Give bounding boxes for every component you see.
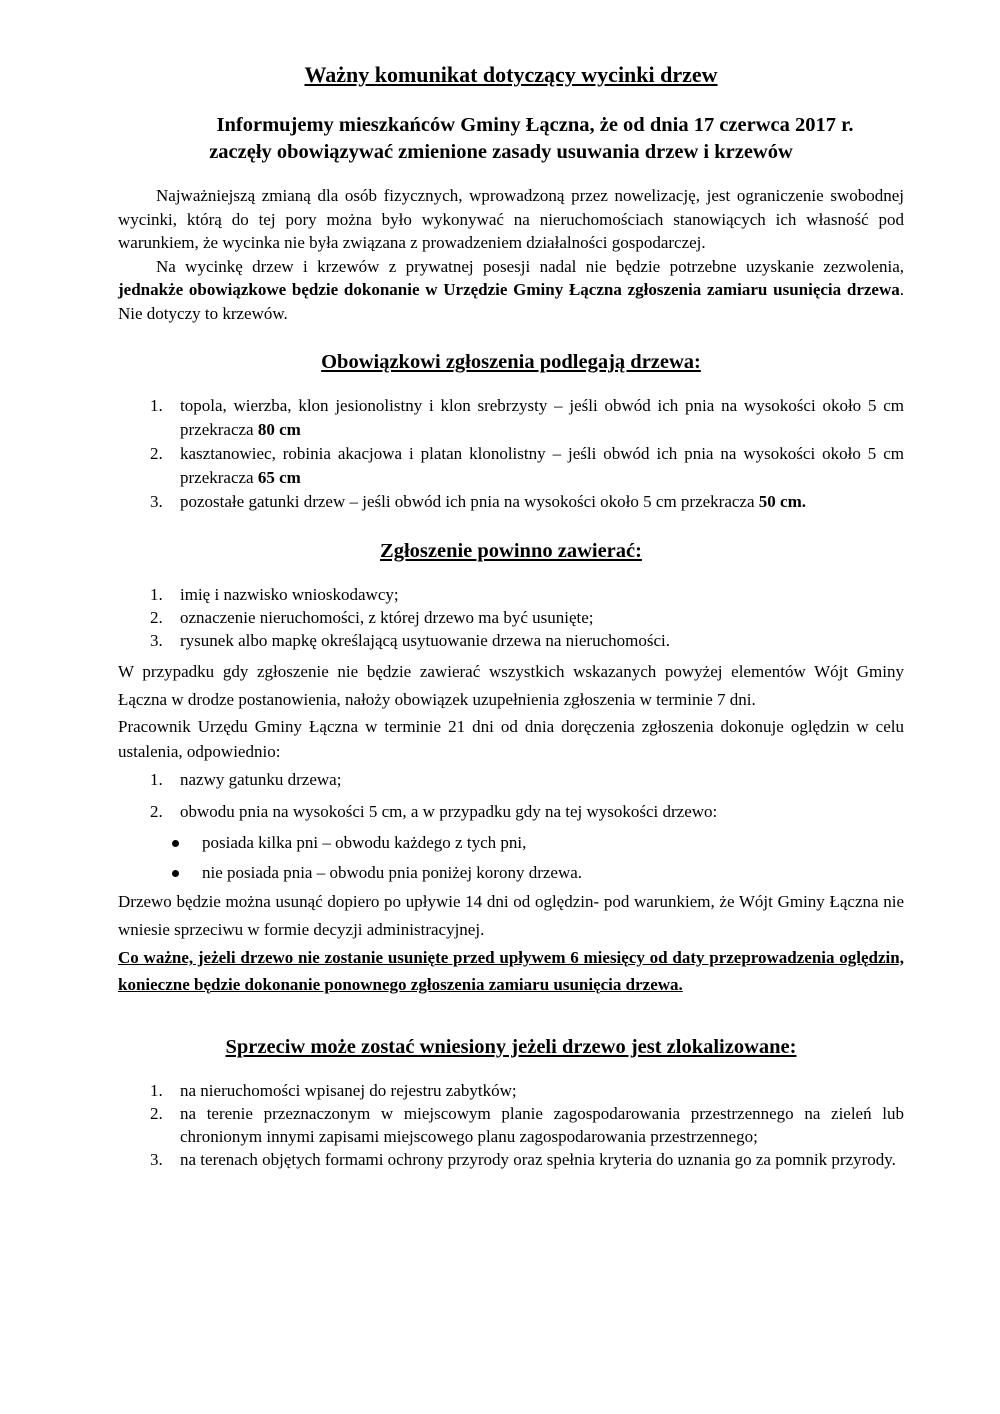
list-text: na nieruchomości wpisanej do rejestru zabytków; xyxy=(180,1081,517,1100)
bullet-item xyxy=(118,828,904,858)
list-number: 2. xyxy=(150,802,163,821)
list-number: 1. xyxy=(150,396,163,415)
list-text: na terenach objętych formami ochrony przyrody oraz spełnia kryteria do uznania go za pomnik przyrody. xyxy=(180,1150,896,1169)
list-item xyxy=(118,796,904,828)
bullet-text: posiada kilka pni – obwodu każdego z tych pni, xyxy=(202,833,527,852)
list-text: rysunek albo mapkę określającą usytuowanie drzewa na nieruchomości. xyxy=(180,631,670,650)
trunk-bullet-list xyxy=(118,828,904,888)
objection-list xyxy=(118,1079,904,1171)
list-number: 3. xyxy=(150,631,163,650)
list-item xyxy=(118,583,904,606)
contents-list xyxy=(118,583,904,652)
removal-condition-paragraph: Drzewo będzie można usunąć dopiero po upływie 14 dni od oględzin- pod warunkiem, że Wójt Gminy Łączna nie wniesie sprzeciwu w formie decyzji administracyjnej. xyxy=(118,892,904,939)
inspection-paragraph: Pracownik Urzędu Gminy Łączna w terminie 21 dni od dnia doręczenia zgłoszenia dokonuje oględzin w celu ustalenia, odpowiednio: xyxy=(118,717,904,761)
list-item xyxy=(118,1102,904,1148)
list-number: 2. xyxy=(150,1104,163,1123)
intro-p2-bold: jednakże obowiązkowe będzie dokonanie w Urzędzie Gminy Łączna zgłoszenia zamiaru usunięcia drzewa xyxy=(118,280,900,299)
list-item xyxy=(118,394,904,442)
list-number: 3. xyxy=(150,492,163,511)
document-subtitle xyxy=(118,112,904,166)
list-number: 2. xyxy=(150,608,163,627)
list-bold: 65 cm xyxy=(257,468,301,487)
bullet-dot-icon xyxy=(172,840,179,847)
bullet-item xyxy=(118,858,904,888)
subtitle-line-2: zaczęły obowiązywać zmienione zasady usuwania drzew i krzewów xyxy=(209,141,793,163)
list-text: obwodu pnia na wysokości 5 cm, a w przypadku gdy na tej wysokości drzewo: xyxy=(180,802,718,821)
incomplete-notice-paragraph: W przypadku gdy zgłoszenie nie będzie zawierać wszystkich wskazanych powyżej elementów Wójt Gminy Łączna w drodze postanowienia, nałoży obowiązek uzupełnienia zgłoszenia w terminie 7 dni. xyxy=(118,662,904,709)
list-item xyxy=(118,1079,904,1102)
section-heading-obligation: Obowiązkowi zgłoszenia podlegają drzewa: xyxy=(321,351,701,373)
list-text: nazwy gatunku drzewa; xyxy=(180,770,342,789)
list-item xyxy=(118,606,904,629)
section-heading-contents: Zgłoszenie powinno zawierać: xyxy=(380,540,642,562)
obligation-list xyxy=(118,394,904,514)
bullet-dot-icon xyxy=(172,870,179,877)
intro-paragraph-2 xyxy=(118,255,904,326)
list-text: na terenie przeznaczonym w miejscowym planie zagospodarowania przestrzennego na zieleń lub chronionym innymi zapisami miejscowego planu zagospodarowania przestrzennego; xyxy=(180,1104,904,1146)
list-item xyxy=(118,764,904,796)
bullet-text: nie posiada pnia – obwodu pnia poniżej korony drzewa. xyxy=(202,863,583,882)
document-title: Ważny komunikat dotyczący wycinki drzew xyxy=(304,62,718,87)
list-number: 3. xyxy=(150,1150,163,1169)
subtitle-line-1: Informujemy mieszkańców Gminy Łączna, że od dnia 17 czerwca 2017 r. xyxy=(216,114,854,136)
list-text: kasztanowiec, robinia akacjowa i platan klonolistny – jeśli obwód ich pnia na wysokości około 5 cm przekracza xyxy=(180,444,904,487)
list-item xyxy=(118,490,904,514)
list-number: 1. xyxy=(150,585,163,604)
list-item xyxy=(118,442,904,490)
list-number: 2. xyxy=(150,444,163,463)
inspection-list xyxy=(118,764,904,828)
intro-p2-text: Na wycinkę drzew i krzewów z prywatnej posesji nadal nie będzie potrzebne uzyskanie zezwolenia, xyxy=(156,256,904,276)
section-heading-objection: Sprzeciw może zostać wniesiony jeżeli drzewo jest zlokalizowane: xyxy=(225,1036,797,1058)
list-item xyxy=(118,1148,904,1171)
list-bold: 50 cm. xyxy=(758,492,806,511)
list-text: oznaczenie nieruchomości, z której drzewo ma być usunięte; xyxy=(180,608,594,627)
intro-p2-end: . Nie dotyczy to krzewów. xyxy=(118,280,904,323)
list-number: 1. xyxy=(150,1081,163,1100)
intro-paragraph-1: Najważniejszą zmianą dla osób fizycznych, wprowadzoną przez nowelizację, jest ograniczenie swobodnej wycinki, którą do tej pory można było wykonywać na nieruchomościach stanowiących ich własność pod warunkiem, że wycinka nie była związana z prowadzeniem działalności gospodarczej. xyxy=(118,186,904,252)
list-item xyxy=(118,629,904,652)
list-number: 1. xyxy=(150,770,163,789)
list-text: imię i nazwisko wnioskodawcy; xyxy=(180,585,399,604)
list-text: pozostałe gatunki drzew – jeśli obwód ich pnia na wysokości około 5 cm przekracza xyxy=(180,492,759,511)
list-bold: 80 cm xyxy=(257,420,301,439)
list-text: topola, wierzba, klon jesionolistny i klon srebrzysty – jeśli obwód ich pnia na wysokości około 5 cm przekracza xyxy=(180,396,904,439)
important-warning: Co ważne, jeżeli drzewo nie zostanie usunięte przed upływem 6 miesięcy od daty przeprowadzenia oględzin, konieczne będzie dokonanie ponownego zgłoszenia zamiaru usunięcia drzewa. xyxy=(118,948,904,994)
